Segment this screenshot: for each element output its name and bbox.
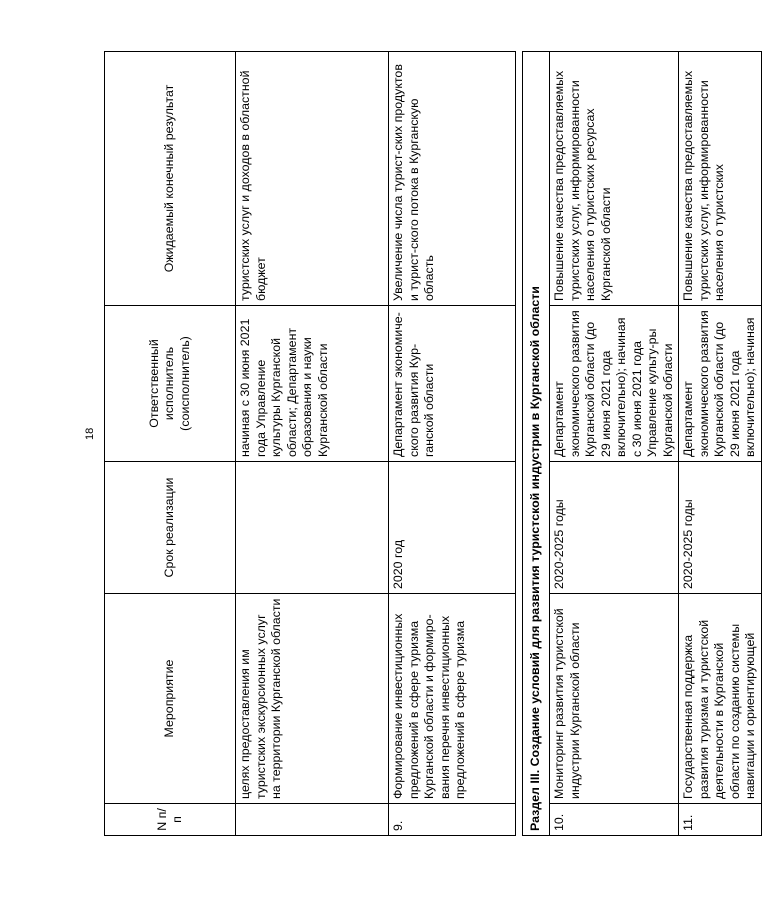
cell-event: целях предоставления им туристских экскурсионных услуг на территории Курганской области — [236, 594, 389, 804]
cell-num: 11. — [679, 804, 762, 836]
header-num: N п/п — [105, 804, 236, 836]
cell-responsible: Департамент экономического развития Курганской области (до 29 июня 2021 года включительно); начиная с 30 июня 2021 года Управление культу-ры Курганской области — [550, 306, 679, 462]
cell-term: 2020 год — [389, 462, 516, 594]
cell-event: Формирование инвестиционных предложений в сфере туризма Курганской области и формиро-вания перечня инвестиционных предложений в сфере туризма — [389, 594, 516, 804]
table-row — [679, 52, 762, 836]
header-term: Срок реализации — [105, 462, 236, 594]
cell-result: туристских услуг и доходов в областной бюджет — [236, 52, 389, 306]
header-event: Мероприятие — [105, 594, 236, 804]
table-header-row — [105, 52, 236, 836]
table-gap — [516, 52, 523, 836]
cell-term: 2020-2025 годы — [679, 462, 762, 594]
cell-term: 2020-2025 годы — [550, 462, 679, 594]
section-title: Раздел III. Создание условий для развития туристской индустрии в Курганской области — [523, 52, 550, 836]
cell-num — [236, 804, 389, 836]
cell-result: Повышение качества предоставляемых туристских услуг, информированности населения о туристских ресурсах Курганской области — [550, 52, 679, 306]
header-responsible: Ответственный исполнитель (соисполнитель) — [105, 306, 236, 462]
rotated-table-sheet — [104, 51, 757, 836]
cell-term — [236, 462, 389, 594]
cell-result: Увеличение числа турист-ских продуктов и турист-ского потока в Курганскую область — [389, 52, 516, 306]
table-row — [236, 52, 389, 836]
table-row — [550, 52, 679, 836]
page-number: 18 — [84, 427, 96, 440]
cell-responsible: начиная с 30 июня 2021 года Управление культуры Курганской области; Департамент образования и науки Курганской области — [236, 306, 389, 462]
section-row — [523, 52, 550, 836]
cell-num: 9. — [389, 804, 516, 836]
cell-responsible: Департамент экономиче-ского развития Кур-ганской области — [389, 306, 516, 462]
table-row — [389, 52, 516, 836]
events-table — [104, 51, 762, 836]
cell-event: Мониторинг развития туристской индустрии Курганской области — [550, 594, 679, 804]
cell-event: Государственная поддержка развития туризма и туристской деятельности в Курганской области по созданию системы навигации и ориентирующей — [679, 594, 762, 804]
cell-num: 10. — [550, 804, 679, 836]
cell-result: Повышение качества предоставляемых туристских услуг, информированности населения о туристских — [679, 52, 762, 306]
cell-responsible: Департамент экономического развития Курганской области (до 29 июня 2021 года включительно); начиная — [679, 306, 762, 462]
header-result: Ожидаемый конечный результат — [105, 52, 236, 306]
